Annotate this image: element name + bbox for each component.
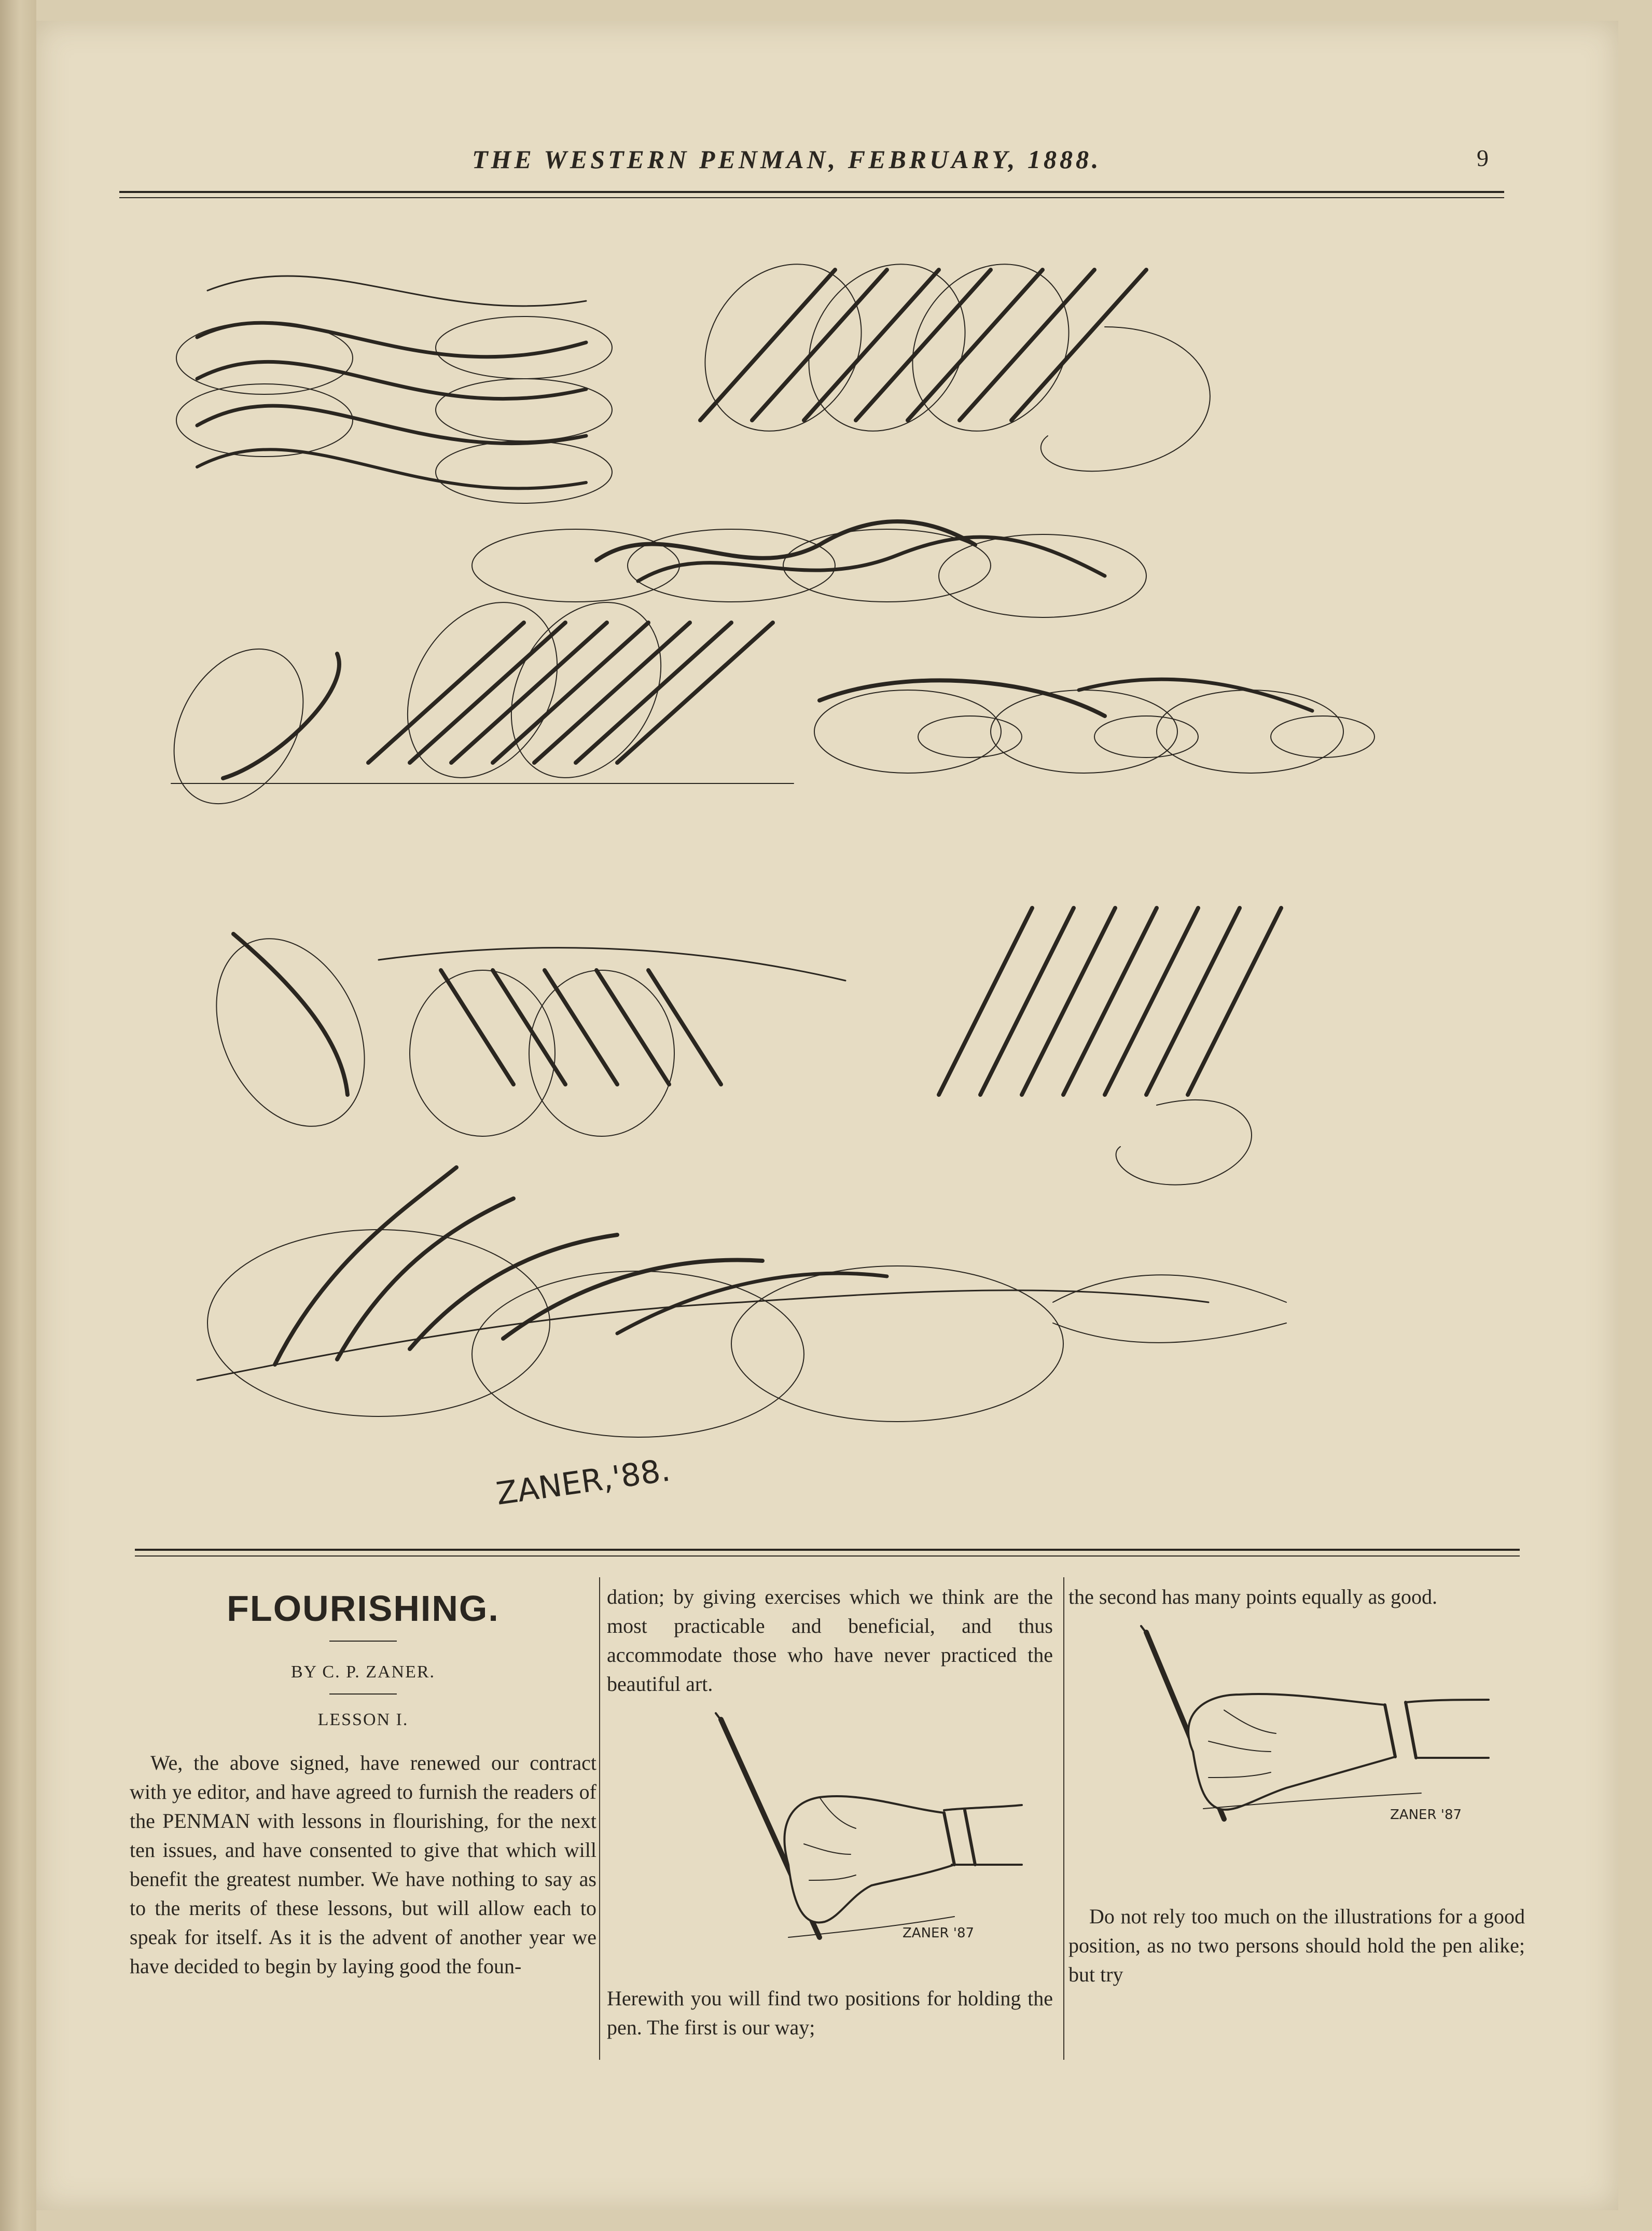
column-1-text: We, the above signed, have renewed our contract with ye editor, and have agreed to furnish the readers of the PENMAN with lessons in flourishing, for the next ten issues, and have consented to give that which will benefit the greatest number. We have nothing to say as to the merits of these lessons, but will allow each to speak for itself. As it is the advent of another year we have decided to begin by laying good the foun- xyxy=(130,1751,596,1978)
article-column-2 xyxy=(607,1582,1053,2060)
column-2-top-text: dation; by giving exercises which we think are the most practicable and beneficial, and thus accommodate those who have never practiced the beautiful art. xyxy=(607,1585,1053,1696)
header-rule-thin xyxy=(119,197,1504,198)
hand-2-signature: ZANER '87 xyxy=(1390,1807,1462,1823)
chain-flourish-middle xyxy=(472,521,1146,617)
article-column-3 xyxy=(1068,1582,1525,2060)
oval-flourish-left xyxy=(148,575,794,827)
book-binding xyxy=(0,0,36,2231)
lesson-heading: LESSON I. xyxy=(317,1710,409,1729)
column-divider-1 xyxy=(599,1577,600,2060)
wave-flourish-top-left xyxy=(176,276,612,503)
column-2-bottom-text: Herewith you will find two positions for holding the pen. The first is our way; xyxy=(607,1987,1053,2039)
article-rule xyxy=(135,1549,1520,1551)
column-3-top-text: the second has many points equally as good. xyxy=(1068,1585,1437,1608)
column-divider-2 xyxy=(1063,1577,1064,2060)
feather-flourish-bottom xyxy=(197,1167,1286,1437)
article-column-1 xyxy=(130,1582,596,2060)
stroke-flourish-right xyxy=(939,908,1281,1185)
article-byline: BY C. P. ZANER. xyxy=(290,1662,436,1682)
swirl-flourish-right xyxy=(814,679,1375,773)
hand-1-signature: ZANER '87 xyxy=(903,1925,975,1941)
article-rule-thin xyxy=(135,1555,1520,1557)
header-rule xyxy=(119,191,1504,193)
hand-holding-pen-icon xyxy=(1100,1622,1494,1861)
byline-rule xyxy=(329,1693,397,1695)
page-number: 9 xyxy=(1477,145,1489,171)
article-title: FLOURISHING. xyxy=(227,1588,499,1629)
hand-holding-pen-icon xyxy=(633,1709,1027,1968)
running-header xyxy=(119,140,1504,182)
ornament-signature: ZANER,'88. xyxy=(494,1452,673,1512)
column-3-bottom-text: Do not rely too much on the illustrations for a good position, as no two persons should hold the pen alike; but try xyxy=(1068,1905,1525,1986)
title-rule xyxy=(329,1641,397,1642)
feather-flourish-left xyxy=(188,915,845,1150)
header-title: THE WESTERN PENMAN, FEBRUARY, 1888. xyxy=(472,145,1102,174)
flourish-ornament xyxy=(119,223,1504,1520)
oval-flourish-top-right xyxy=(673,233,1210,471)
